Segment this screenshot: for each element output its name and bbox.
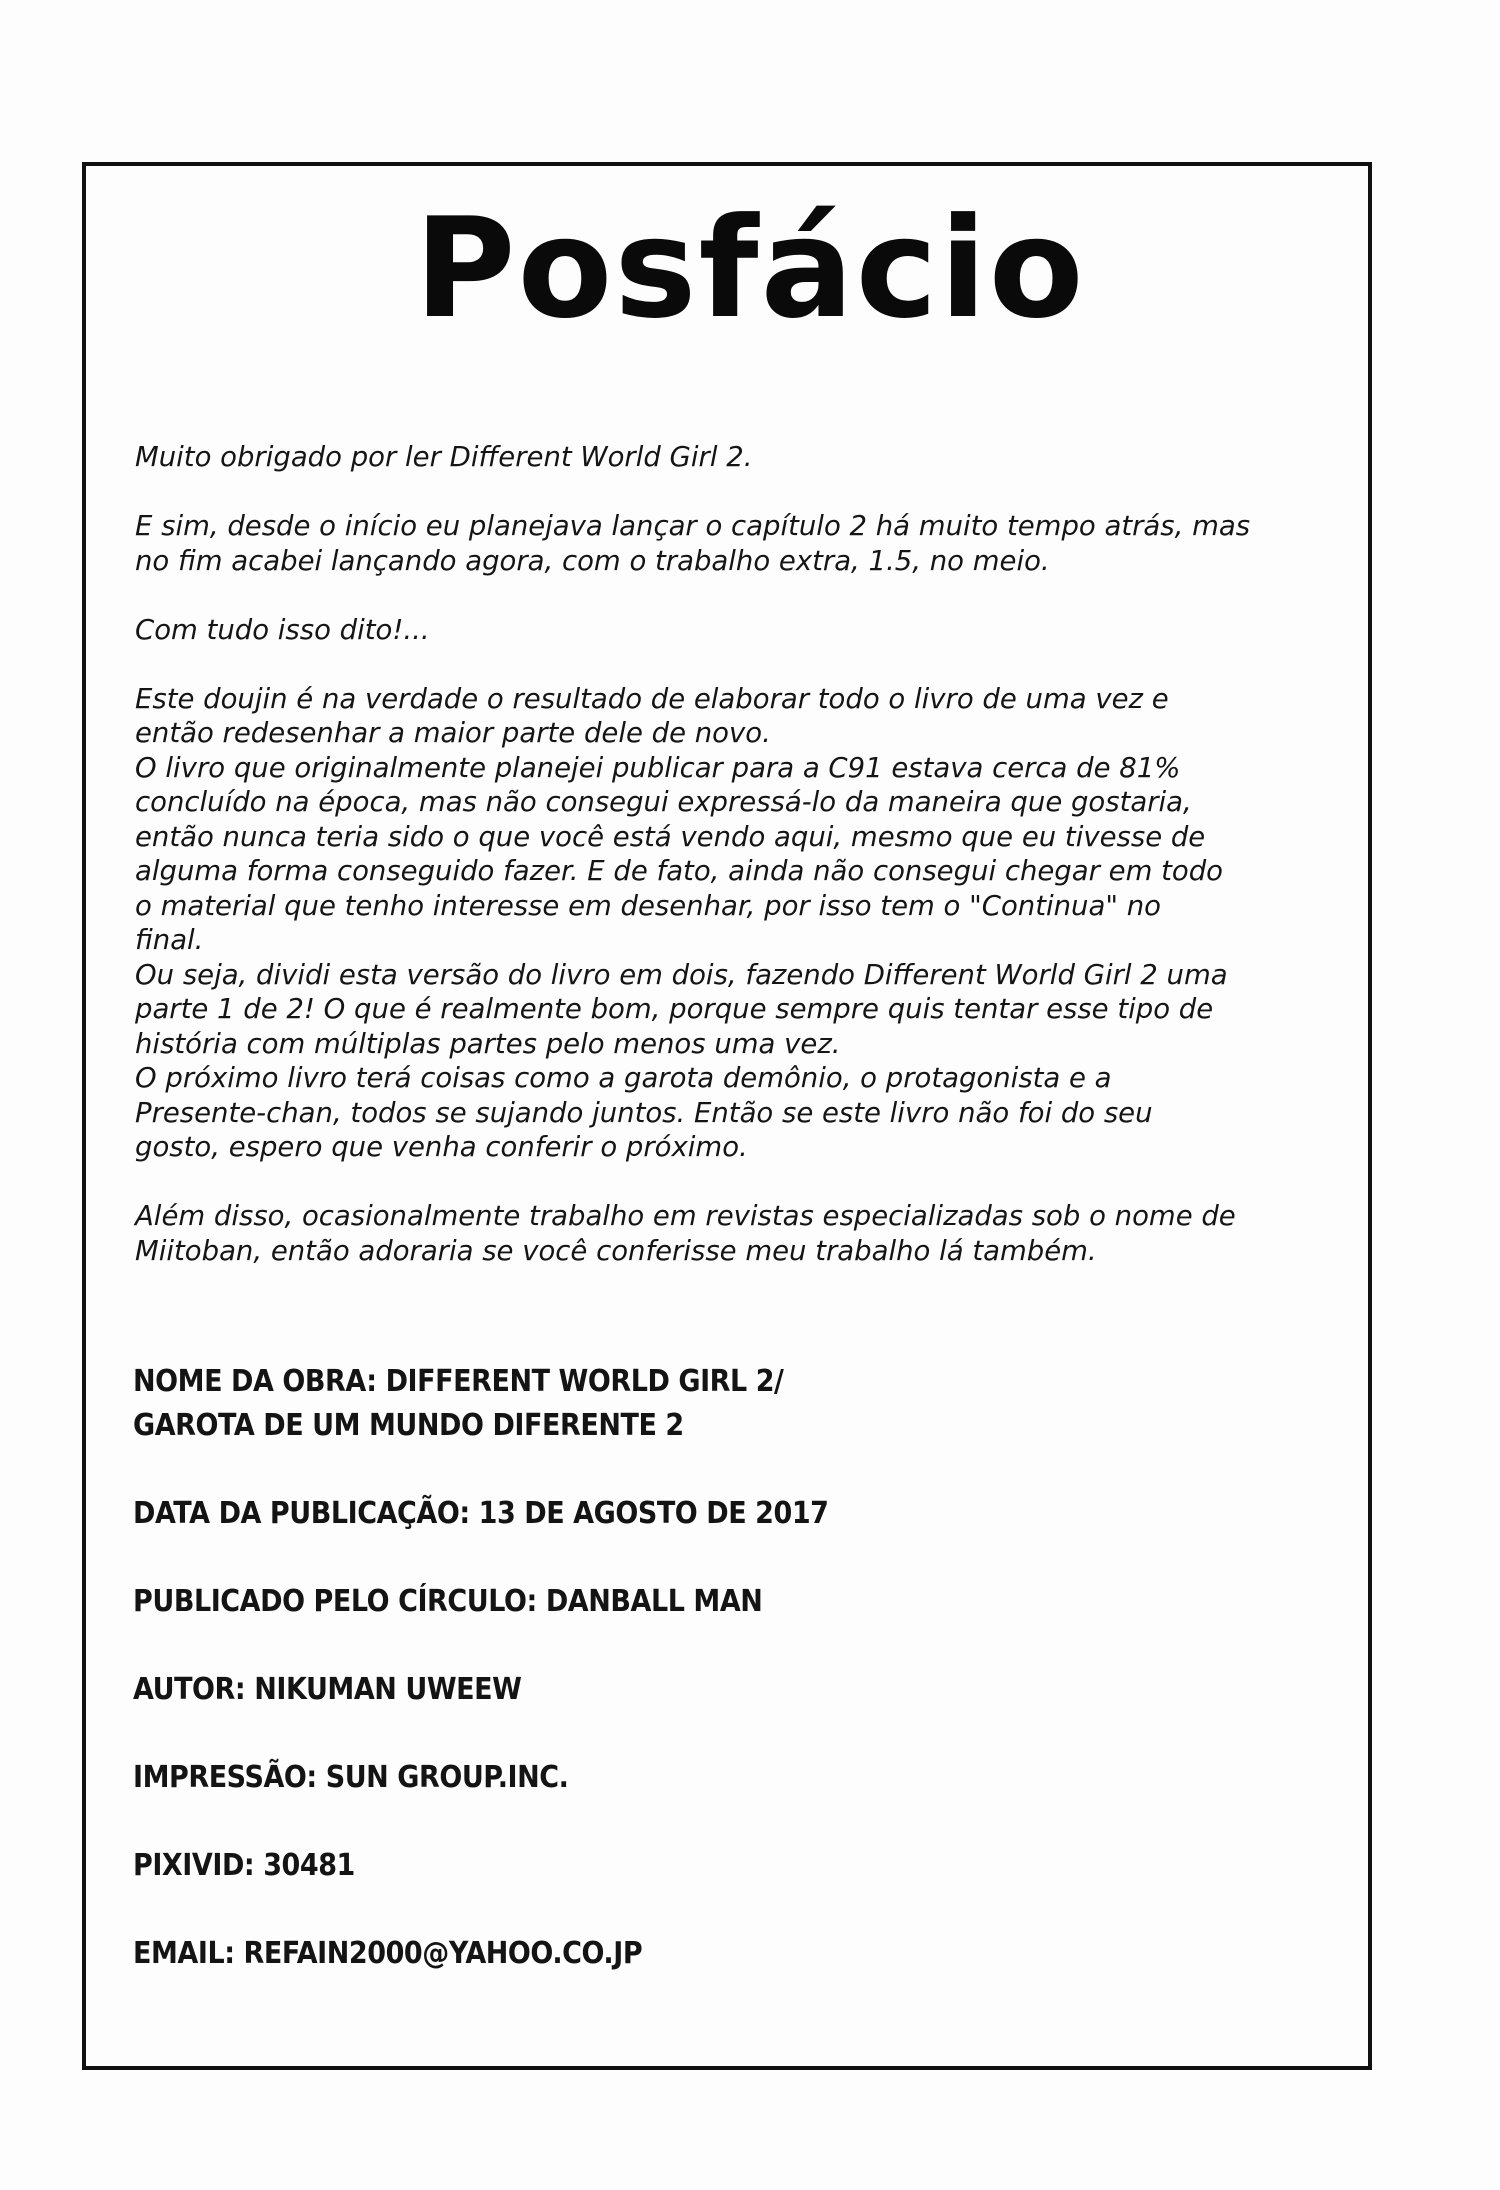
credit-email: EMAIL: REFAIN2000@YAHOO.CO.JP [133,1936,643,1971]
text-line: Com tudo isso dito!... [135,613,430,646]
afterword-body [135,440,1335,1303]
text-line: concluído na época, mas não consegui expressá-lo da maneira que gostaria, [135,786,1192,818]
credit-circle: PUBLICADO PELO CÍRCULO: DANBALL MAN [133,1584,763,1619]
text-line: Além disso, ocasionalmente trabalho em revistas especializadas sob o nome de [135,1200,1236,1232]
text-line: Este doujin é na verdade o resultado de elaborar todo o livro de uma vez e [135,682,1169,715]
credit-author: AUTOR: NIKUMAN UWEEW [133,1672,522,1707]
text-line: parte 1 de 2! O que é realmente bom, porque sempre quis tentar esse tipo de [135,993,1214,1025]
paragraph-chapter-plan [135,509,1335,578]
text-line: final. [135,924,204,956]
paragraph-thanks [135,440,1335,475]
credit-printing: IMPRESSÃO: SUN GROUP.INC. [133,1760,569,1795]
text-line: E sim, desde o início eu planejava lançar o capítulo 2 há muito tempo atrás, mas [135,510,1251,542]
text-line: história com múltiplas partes pelo menos uma vez. [135,1027,841,1060]
colophon-credits [133,1360,1283,1976]
credit-work-name-line1: NOME DA OBRA: DIFFERENT WORLD GIRL 2/ [133,1364,784,1399]
credit-publication-date: DATA DA PUBLICAÇÃO: 13 DE AGOSTO DE 2017 [133,1496,829,1531]
credit-pixiv: PIXIVID: 30481 [133,1848,355,1883]
text-line: Muito obrigado por ler Different World Girl 2. [135,441,753,473]
paragraph-magazines [135,1199,1335,1268]
text-line: Ou seja, dividi esta versão do livro em dois, fazendo Different World Girl 2 uma [135,958,1228,991]
text-line: então nunca teria sido o que você está vendo aqui, mesmo que eu tivesse de [135,820,1206,853]
text-line: alguma forma conseguido fazer. E de fato, ainda não consegui chegar em todo [135,855,1223,887]
text-line: Miitoban, então adoraria se você conferisse meu trabalho lá também. [135,1234,1097,1267]
text-line: O próximo livro terá coisas como a garota demônio, o protagonista e a [135,1062,1112,1094]
text-line: o material que tenho interesse em desenhar, por isso tem o "Continua" no [135,889,1161,922]
text-line: gosto, espero que venha conferir o próximo. [135,1131,748,1163]
paragraph-with-that-said [135,613,1335,648]
text-line: então redesenhar a maior parte dele de novo. [135,717,771,749]
text-line: Presente-chan, todos se sujando juntos. Então se este livro não foi do seu [135,1096,1153,1129]
paragraph-doujin-story [135,682,1335,1165]
credit-work-name-line2: GAROTA DE UM MUNDO DIFERENTE 2 [133,1408,684,1443]
text-line: no fim acabei lançando agora, com o trabalho extra, 1.5, no meio. [135,544,1050,577]
page-title: Posfácio [414,188,1086,349]
text-line: O livro que originalmente planejei publicar para a C91 estava cerca de 81% [135,751,1181,784]
